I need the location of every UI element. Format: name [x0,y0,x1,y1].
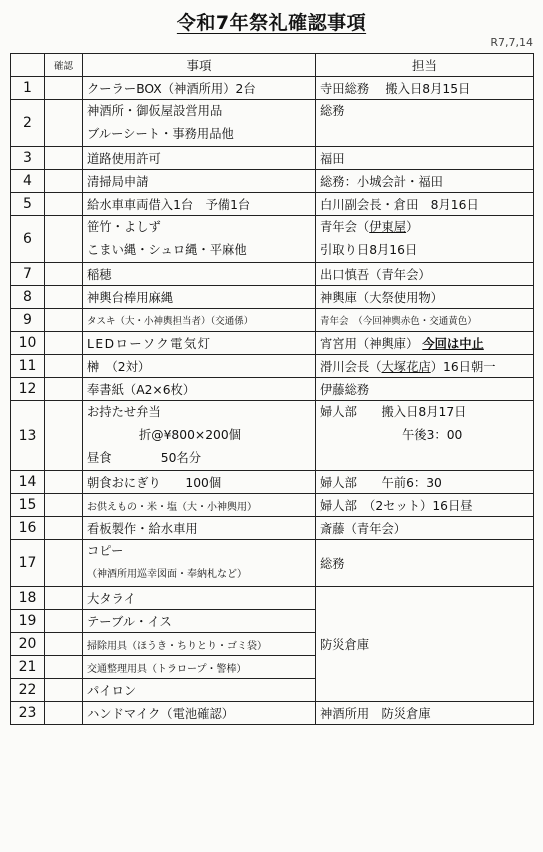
person-text: ） [406,220,419,234]
item-cell: 榊 （2対） [83,355,316,378]
item-cell: お供えもの・米・塩（大・小神輿用） [83,494,316,517]
item-cell: LEDローソク電気灯 [83,332,316,355]
row-number: 9 [11,309,45,332]
item-cell: テーブル・イス [83,610,316,633]
item-line: 笹竹・よしず [87,220,161,234]
table-row [11,587,534,610]
table-row [11,517,534,540]
item-cell: 奉書紙（A2×6枚） [83,378,316,401]
header-check: 確認 [45,54,83,77]
item-cell: ハンドマイク（電池確認） [83,702,316,725]
item-line: 昼食 50名分 [87,451,202,465]
row-number: 14 [11,471,45,494]
check-cell[interactable] [45,170,83,193]
row-number: 19 [11,610,45,633]
person-cell [316,216,534,263]
table-row [11,494,534,517]
person-cell: 婦人部 （2セット）16日昼 [316,494,534,517]
check-cell[interactable] [45,494,83,517]
item-line: 神酒所・御仮屋設営用品 [87,104,223,118]
check-cell[interactable] [45,471,83,494]
row-number: 5 [11,193,45,216]
table-row [11,286,534,309]
document-title: 令和7年祭礼確認事項 [176,12,367,34]
table-row [11,216,534,263]
row-number: 13 [11,401,45,471]
row-number: 11 [11,355,45,378]
table-row [11,77,534,100]
person-cell [316,355,534,378]
check-cell[interactable] [45,633,83,656]
header-row [11,54,534,77]
row-number: 22 [11,679,45,702]
person-cell: 総務 [316,540,534,587]
check-cell[interactable] [45,679,83,702]
item-cell: 給水車車両借入1台 予備1台 [83,193,316,216]
check-cell[interactable] [45,332,83,355]
person-line [320,216,529,239]
person-cell [316,401,534,471]
person-text: ）16日朝一 [430,360,496,374]
person-cell: 斎藤（青年会） [316,517,534,540]
item-cell: パイロン [83,679,316,702]
row-number: 16 [11,517,45,540]
item-line: コピー [87,544,124,558]
person-line: 午後3：00 [402,428,463,442]
row-number: 8 [11,286,45,309]
check-cell[interactable] [45,355,83,378]
table-row [11,263,534,286]
row-number: 15 [11,494,45,517]
shop-name: 大塚花店 [381,360,431,374]
row-number: 18 [11,587,45,610]
row-number: 23 [11,702,45,725]
person-line: 総務 [320,104,345,118]
person-text: 宵宮用（神輿庫） [320,337,419,351]
person-cell-merged: 防災倉庫 [316,587,534,702]
document-date: R7,7,14 [490,36,533,49]
check-cell[interactable] [45,656,83,679]
item-cell: 稲穂 [83,263,316,286]
check-cell[interactable] [45,378,83,401]
row-number: 17 [11,540,45,587]
person-text: 滑川会長（ [320,360,382,374]
header-person: 担当 [316,54,534,77]
cancelled-note: 今回は中止 [422,337,484,351]
check-cell[interactable] [45,77,83,100]
table-row [11,147,534,170]
person-cell [316,332,534,355]
item-line: 折@¥800×200個 [139,428,241,442]
check-cell[interactable] [45,587,83,610]
person-cell: 白川副会長・倉田 8月16日 [316,193,534,216]
item-cell [83,216,316,263]
row-number: 3 [11,147,45,170]
row-number: 20 [11,633,45,656]
item-cell: 道路使用許可 [83,147,316,170]
person-cell: 神輿庫（大祭使用物） [316,286,534,309]
person-cell: 婦人部 午前6：30 [316,471,534,494]
row-number: 12 [11,378,45,401]
header-item: 事項 [83,54,316,77]
person-text: 青年会（ [320,220,370,234]
row-number: 10 [11,332,45,355]
check-cell[interactable] [45,286,83,309]
check-cell[interactable] [45,517,83,540]
item-line: こまい縄・シュロ縄・平麻他 [87,243,247,257]
row-number: 4 [11,170,45,193]
table-row [11,100,534,147]
checklist-table [10,53,534,725]
check-cell[interactable] [45,702,83,725]
check-cell[interactable] [45,263,83,286]
item-line: ブルーシート・事務用品他 [87,127,234,141]
item-cell: 大タライ [83,587,316,610]
person-cell: 青年会 （今回神輿赤色・交通黄色） [316,309,534,332]
check-cell[interactable] [45,309,83,332]
item-cell: 清掃局申請 [83,170,316,193]
item-cell: 神輿台棒用麻縄 [83,286,316,309]
person-cell: 総務：小城会計・福田 [316,170,534,193]
table-row [11,355,534,378]
row-number: 1 [11,77,45,100]
shop-name: 伊東屋 [369,220,407,234]
person-cell: 福田 [316,147,534,170]
person-cell: 神酒所用 防災倉庫 [316,702,534,725]
table-row [11,309,534,332]
table-row [11,702,534,725]
item-cell: タスキ（大・小神輿担当者）（交通係） [83,309,316,332]
person-line: 婦人部 搬入日8月17日 [320,405,467,419]
row-number: 21 [11,656,45,679]
check-cell[interactable] [45,401,83,471]
person-line: 引取り日8月16日 [320,243,418,257]
person-cell: 寺田総務 搬入日8月15日 [316,77,534,100]
item-cell: クーラーBOX（神酒所用）2台 [83,77,316,100]
item-line: （神酒所用巡幸図面・奉納札など） [87,569,247,580]
person-cell: 伊藤総務 [316,378,534,401]
check-cell[interactable] [45,610,83,633]
item-cell: 朝食おにぎり 100個 [83,471,316,494]
person-cell [316,100,534,147]
item-cell: 看板製作・給水車用 [83,517,316,540]
table-row [11,540,534,587]
item-cell [83,540,316,587]
person-cell: 出口慎吾（青年会） [316,263,534,286]
check-cell[interactable] [45,193,83,216]
row-number: 6 [11,216,45,263]
item-cell: 掃除用具（ほうき・ちりとり・ゴミ袋） [83,633,316,656]
item-cell [83,100,316,147]
check-cell[interactable] [45,100,83,147]
check-cell[interactable] [45,147,83,170]
table-row [11,193,534,216]
table-row [11,332,534,355]
item-cell: 交通整理用具（トラロープ・警棒） [83,656,316,679]
table-row [11,471,534,494]
item-cell [83,401,316,471]
check-cell[interactable] [45,540,83,587]
row-number: 7 [11,263,45,286]
item-line: お持たせ弁当 [87,405,161,419]
row-number: 2 [11,100,45,147]
table-row [11,170,534,193]
header-no [11,54,45,77]
table-row [11,401,534,471]
table-row [11,378,534,401]
check-cell[interactable] [45,216,83,263]
